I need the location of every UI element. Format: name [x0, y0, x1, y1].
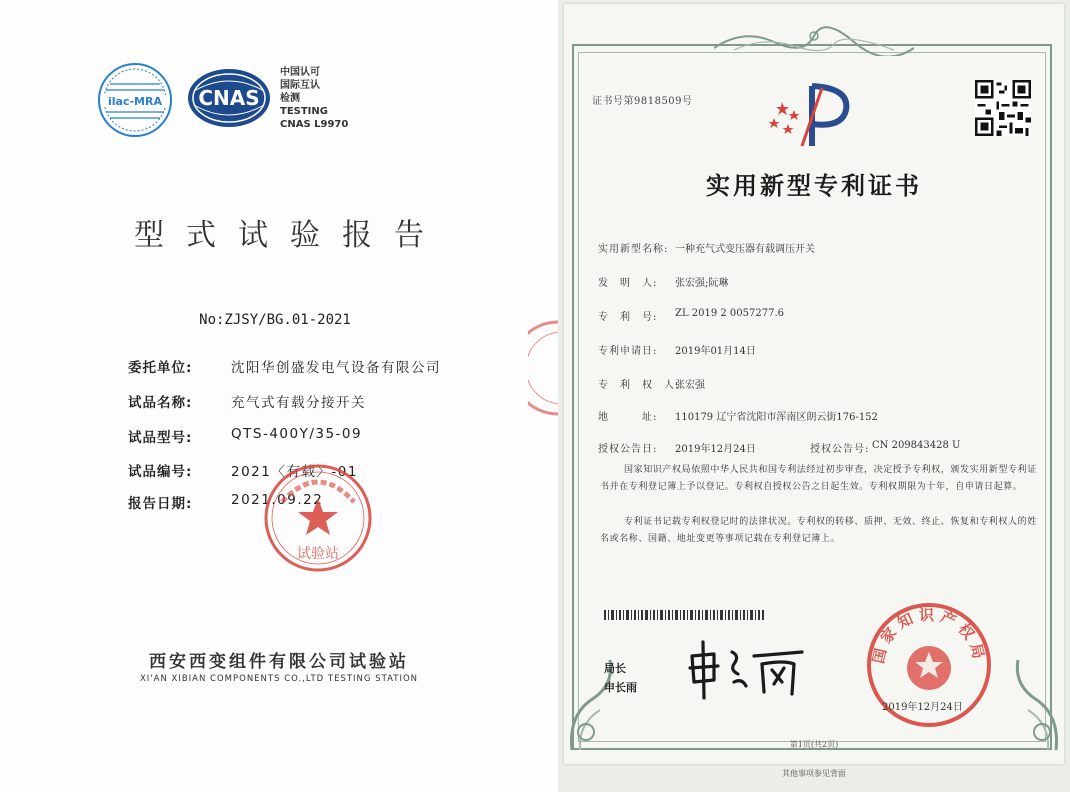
field-label: 报告日期:	[128, 496, 193, 512]
field-value: 2021.09.22	[231, 492, 324, 508]
cnas-line: CNAS L9970	[280, 119, 349, 130]
field-label: 实用新型名称:	[598, 244, 669, 255]
field-value: 2019年12月24日	[675, 444, 756, 455]
field-label: 发 明 人:	[598, 278, 658, 289]
certificate-paragraph-grant: 国家知识产权局依照中华人民共和国专利法经过初步审查，决定授予专利权，颁发实用新型专利证书并在专利登记簿上予以登记。专利权自授权公告之日起生效。专利权期限为十年，自申请日起算。	[600, 465, 1037, 492]
barcode	[604, 610, 764, 620]
field-label: 授权公告日:	[598, 444, 658, 455]
field-value: 充气式有载分接开关	[231, 395, 366, 411]
seal-date: 2019年12月24日	[882, 702, 963, 713]
field-value: CN 209843428 U	[872, 440, 961, 451]
field-label: 委托单位:	[128, 360, 193, 376]
patent-certificate-page	[558, 0, 1070, 792]
stamp-text: 试验站	[297, 546, 339, 562]
field-label: 地 址:	[598, 412, 658, 423]
field-label: 专利申请日:	[598, 346, 658, 357]
certificate-paragraph-legal: 专利证书记载专利权登记时的法律状况。专利权的转移、质押、无效、终止、恢复和专利权人的姓名或名称、国籍、地址变更等事项记载在专利登记簿上。	[600, 517, 1037, 544]
cnas-logo-text: CNAS	[198, 86, 260, 110]
cnas-line: 检测	[280, 93, 300, 104]
director-signature	[684, 634, 824, 704]
field-value: ZL 2019 2 0057277.6	[675, 308, 785, 319]
back-note: 其他事项参见背面	[782, 769, 846, 778]
cnas-accreditation-text	[280, 66, 400, 131]
page-indicator: 第1页(共2页)	[789, 740, 839, 749]
director-title: 局长	[604, 662, 626, 675]
field-value: 张宏强;阮琳	[675, 278, 729, 289]
field-label: 专 利 号:	[598, 312, 658, 323]
station-name-cn: 西安西变组件有限公司试验站	[149, 652, 409, 672]
testing-station-stamp	[262, 462, 374, 574]
field-label: 试品名称:	[128, 395, 193, 411]
certificate-number: 证书号第9818509号	[592, 96, 693, 107]
field-value: 2021〈有载〉-01	[231, 464, 358, 480]
station-name-en: XI'AN XIBIAN COMPONENTS CO.,LTD TESTING STATION	[139, 674, 419, 684]
cnas-logo	[186, 67, 272, 129]
report-number: No:ZJSY/BG.01-2021	[199, 312, 351, 328]
top-ornament	[714, 26, 914, 56]
ilac-logo-text: ilac-MRA	[108, 95, 162, 108]
cnas-line: 国际互认	[280, 80, 320, 91]
field-label: 试品型号:	[128, 430, 193, 446]
field-label: 授权公告号:	[810, 444, 870, 455]
cnas-line: 中国认可	[280, 67, 320, 78]
seal-text: 国家知识产权局	[869, 606, 989, 666]
field-value: 张宏强	[675, 380, 705, 391]
field-label: 专 利 权 人:	[598, 380, 680, 391]
certificate-title: 实用新型专利证书	[706, 172, 922, 200]
cnas-line: TESTING	[280, 106, 328, 117]
director-name: 申长雨	[604, 681, 637, 694]
ilac-mra-logo	[96, 62, 174, 138]
report-title: 型式试验报告	[134, 218, 446, 253]
field-value: 一种充气式变压器有载调压开关	[675, 244, 815, 255]
qr-code	[975, 80, 1031, 136]
field-value: 2019年01月14日	[675, 346, 756, 357]
certificate-sheet	[564, 4, 1064, 764]
cnipa-emblem	[766, 80, 852, 152]
field-label: 试品编号:	[128, 464, 193, 480]
field-value: 沈阳华创盛发电气设备有限公司	[231, 360, 441, 376]
field-value: 110179 辽宁省沈阳市浑南区朗云街176-152	[675, 412, 878, 423]
field-value: QTS-400Y/35-09	[231, 426, 363, 442]
